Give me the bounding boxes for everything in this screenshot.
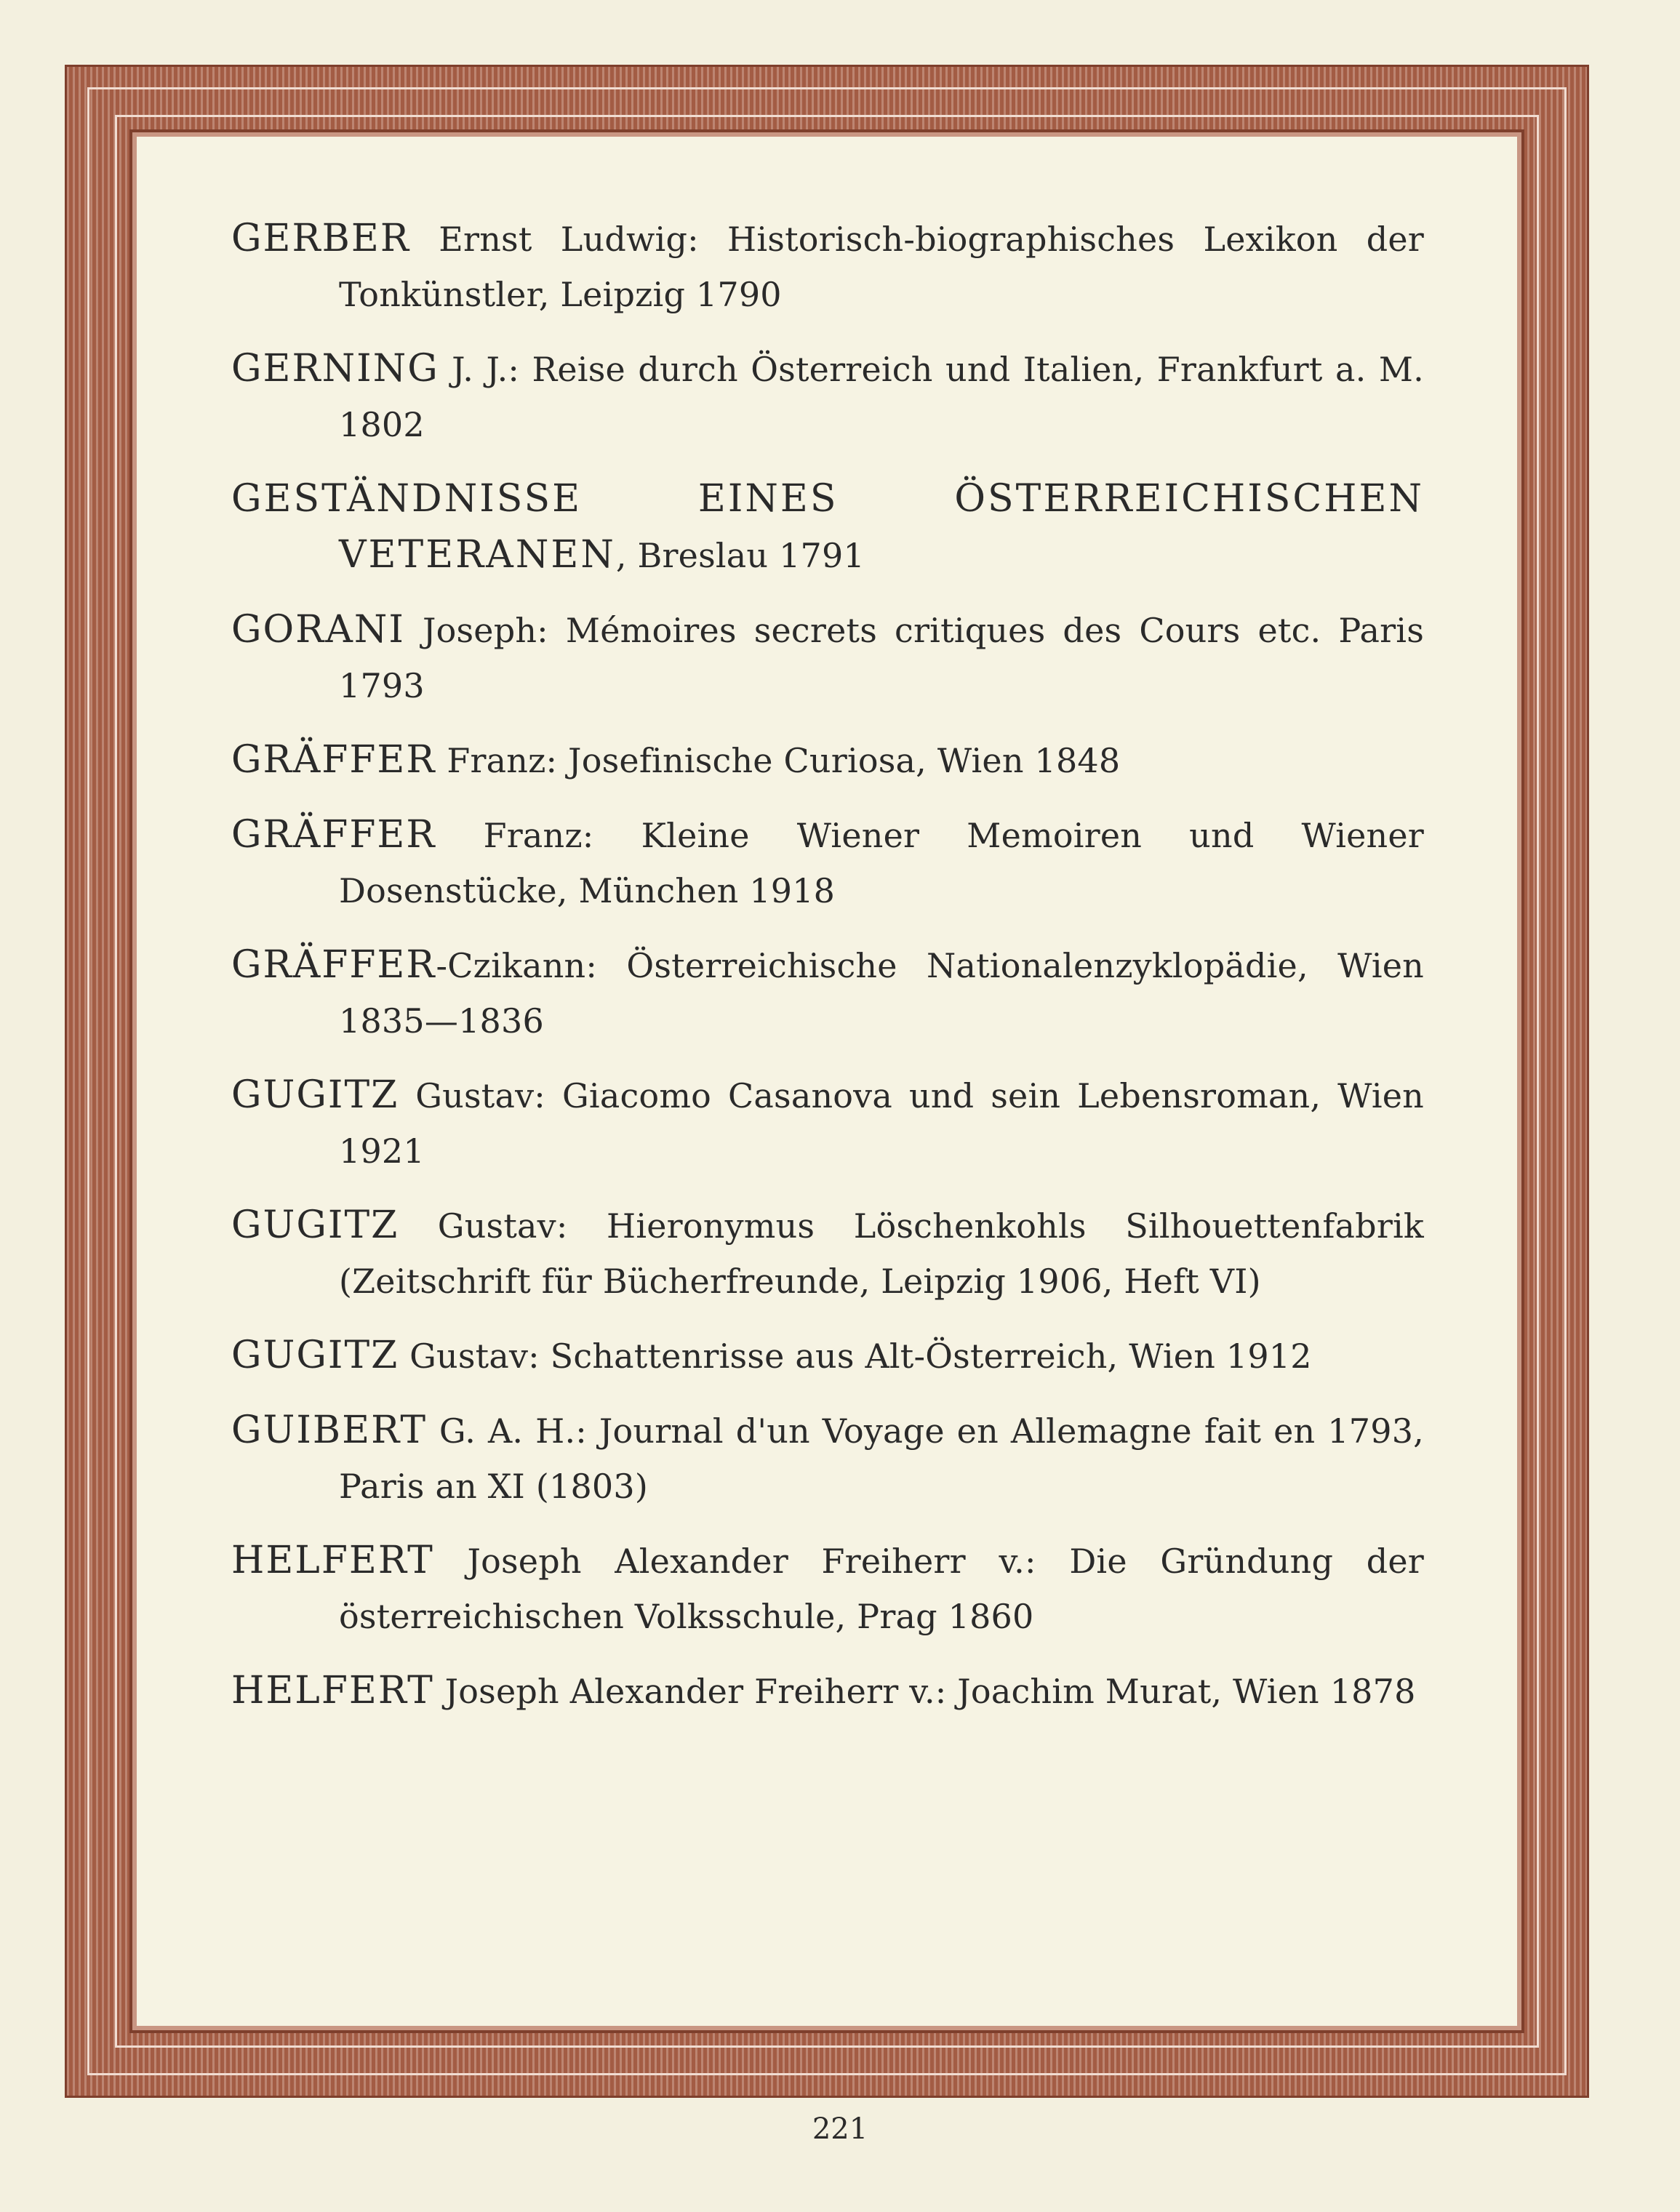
bibliography-entry — [231, 1663, 1424, 1719]
bibliography-entry — [231, 732, 1424, 788]
bibliography-entry — [231, 211, 1424, 322]
entry-author: GRÄFFER — [231, 813, 436, 857]
entry-author: GUIBERT — [231, 1408, 427, 1452]
bibliography-entry — [231, 1328, 1424, 1384]
entry-author: HELFERT — [231, 1539, 434, 1582]
entry-author: GORANI — [231, 608, 405, 652]
bibliography-entry — [231, 1533, 1424, 1644]
entry-details: Gustav: Hieronymus Löschenkohls Silhouettenfabrik (Zeitschrift für Bücherfreunde, Leipzig 1906, Heft VI) — [339, 1206, 1424, 1301]
entry-author: GERBER — [231, 217, 410, 260]
bibliography-entry — [231, 807, 1424, 918]
entry-details: Joseph Alexander Freiherr v.: Joachim Murat, Wien 1878 — [433, 1672, 1416, 1711]
entry-details: Joseph: Mémoires secrets critiques des Cours etc. Paris 1793 — [339, 611, 1424, 705]
bibliography-entry — [231, 1403, 1424, 1514]
entry-title: GESTÄNDNISSE EINES ÖSTERREICHISCHEN VETERANEN — [231, 477, 1424, 577]
bibliography-entry — [231, 937, 1424, 1049]
entry-author: GUGITZ — [231, 1203, 399, 1247]
page-number: 221 — [812, 2112, 868, 2146]
bibliography-entry — [231, 1067, 1424, 1179]
entry-author: GERNING — [231, 347, 439, 390]
bibliography-entry — [231, 1198, 1424, 1309]
bibliography-entry — [231, 471, 1424, 583]
bibliography-entry — [231, 341, 1424, 452]
entry-details: Franz: Josefinische Curiosa, Wien 1848 — [436, 741, 1121, 780]
entry-author: GUGITZ — [231, 1334, 399, 1377]
entry-details: , Breslau 1791 — [615, 536, 865, 575]
entry-author: GUGITZ — [231, 1073, 399, 1117]
entry-details: Gustav: Giacomo Casanova und sein Lebensroman, Wien 1921 — [339, 1076, 1424, 1171]
entry-details: Joseph Alexander Freiherr v.: Die Gründung der österreichischen Volksschule, Prag 1860 — [339, 1542, 1424, 1636]
entry-author: GRÄFFER — [231, 943, 436, 987]
entry-details: -Czikann: Österreichische Nationalenzyklopädie, Wien 1835—1836 — [339, 946, 1424, 1041]
bibliography-list — [231, 211, 1424, 1738]
entry-details: J. J.: Reise durch Österreich und Italien, Frankfurt a. M. 1802 — [339, 350, 1424, 444]
bibliography-entry — [231, 602, 1424, 713]
entry-details: G. A. H.: Journal d'un Voyage en Allemagne fait en 1793, Paris an XI (1803) — [339, 1411, 1424, 1506]
entry-author: GRÄFFER — [231, 738, 436, 782]
entry-author: HELFERT — [231, 1669, 434, 1712]
entry-details: Gustav: Schattenrisse aus Alt-Österreich, Wien 1912 — [399, 1337, 1312, 1376]
entry-details: Ernst Ludwig: Historisch-biographisches Lexikon der Tonkünstler, Leipzig 1790 — [339, 220, 1424, 314]
entry-details: Franz: Kleine Wiener Memoiren und Wiener Dosenstücke, München 1918 — [339, 816, 1424, 910]
